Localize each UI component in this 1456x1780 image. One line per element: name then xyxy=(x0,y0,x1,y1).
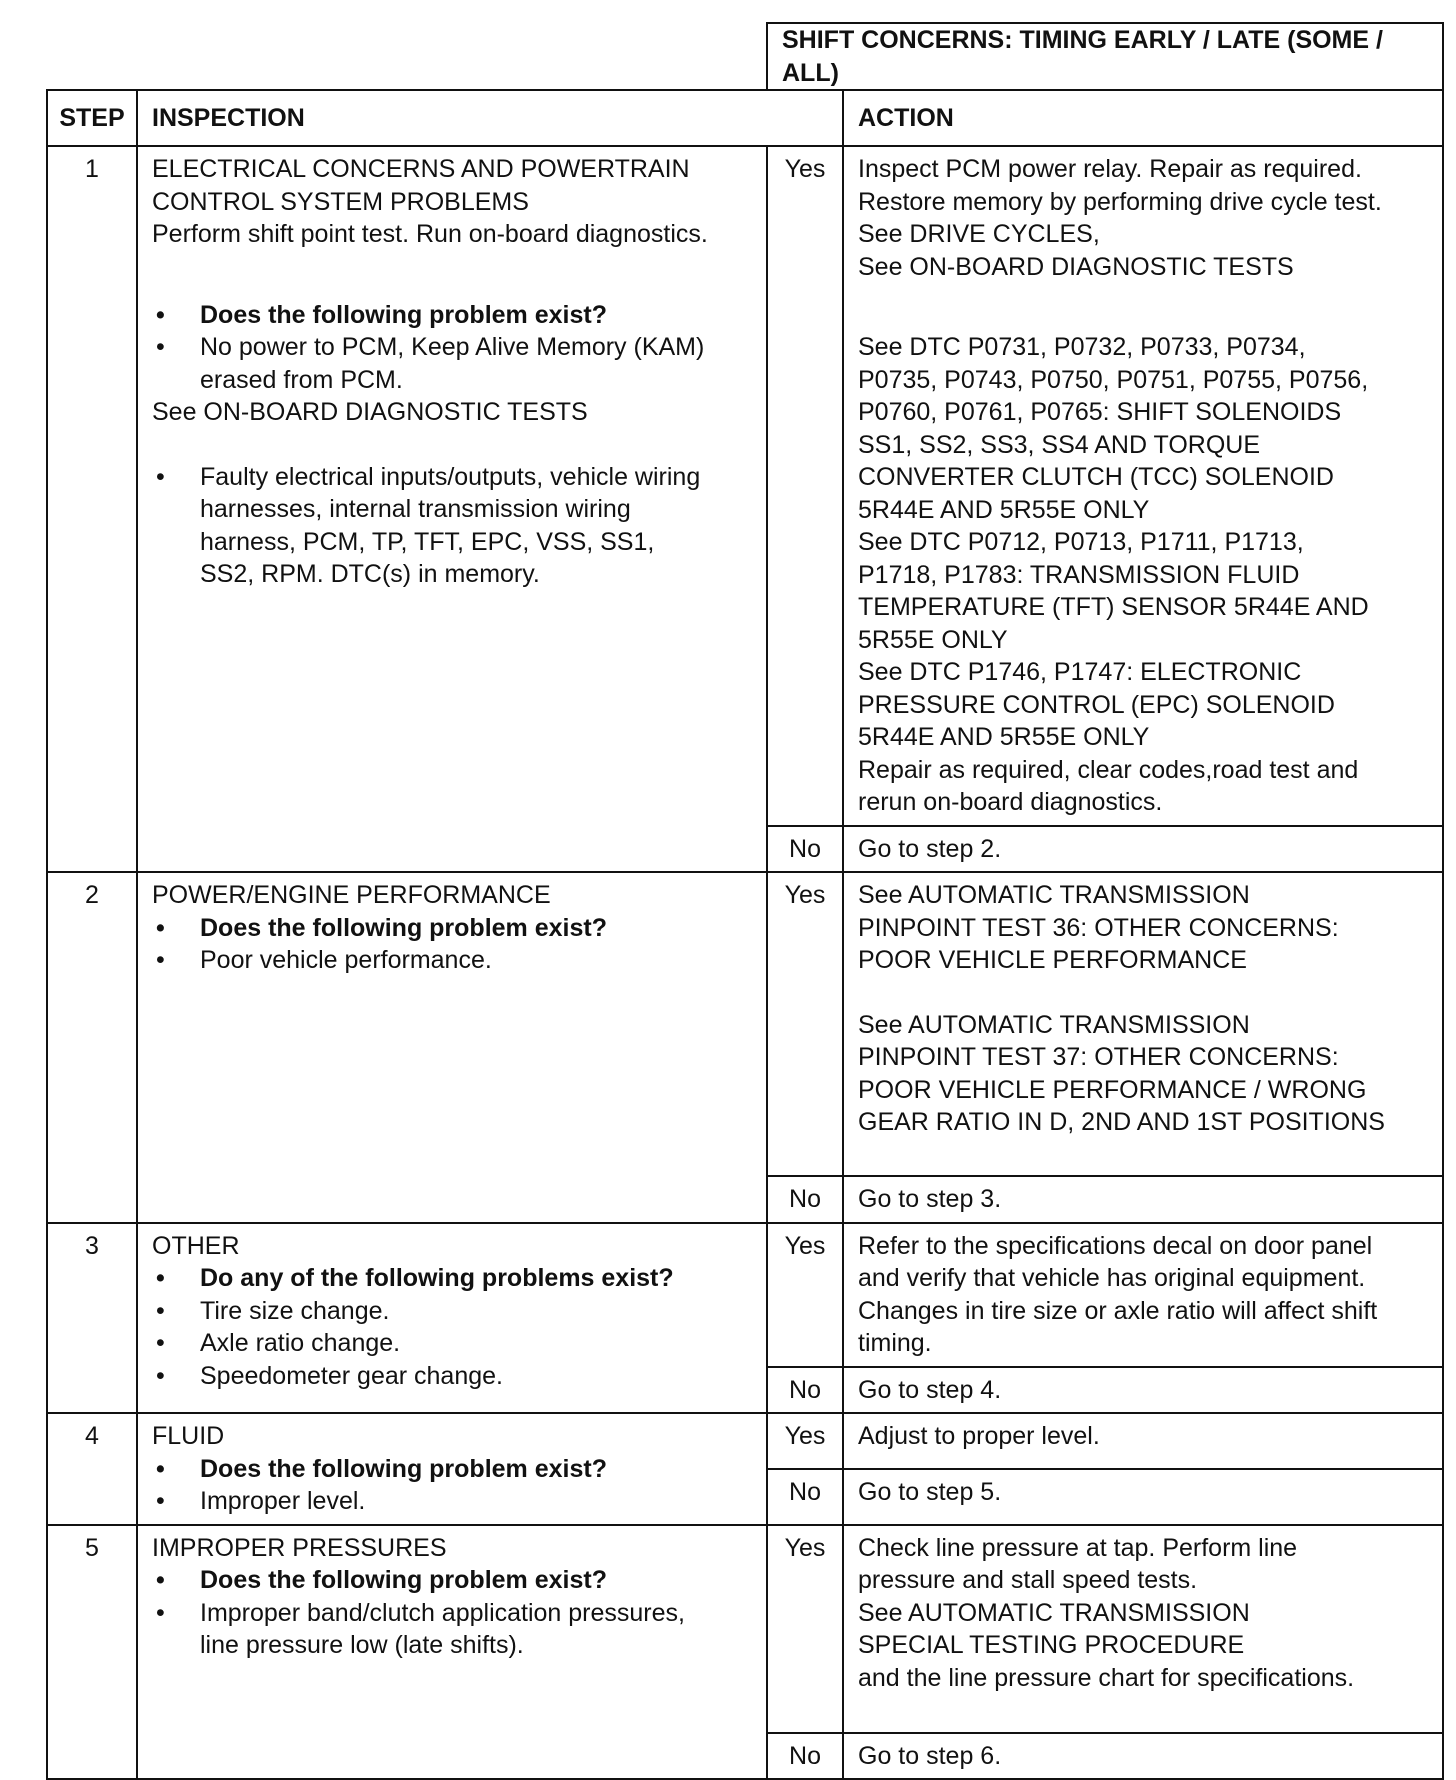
step-heading: ELECTRICAL CONCERNS AND POWERTRAIN xyxy=(152,155,690,183)
step-heading: POWER/ENGINE PERFORMANCE xyxy=(152,881,551,909)
step-2-yes-row xyxy=(47,872,1443,1176)
header-action: ACTION xyxy=(843,90,1443,146)
step-number: 1 xyxy=(47,146,137,872)
yes-label: Yes xyxy=(767,1413,843,1469)
list-item: • Improper level. xyxy=(152,1485,758,1518)
step-2-inspection xyxy=(137,872,767,1223)
yes-action: Refer to the specifications decal on door panel and verify that vehicle has original equipment. Changes in tire size or axle ratio will affect shift timing. xyxy=(843,1223,1443,1367)
yes-label: Yes xyxy=(767,1525,843,1733)
list-item: • Tire size change. xyxy=(152,1295,758,1328)
step-number: 4 xyxy=(47,1413,137,1525)
yes-action: See AUTOMATIC TRANSMISSION PINPOINT TEST 36: OTHER CONCERNS: POOR VEHICLE PERFORMANCE See AUTOMATIC TRANSMISSION PINPOINT TEST 37: OTHER CONCERNS: POOR VEHICLE PERFORMANCE / WRONG GEAR RATIO IN D, 2ND AND 1ST POSITIONS xyxy=(843,872,1443,1176)
yes-action: Check line pressure at tap. Perform line pressure and stall speed tests. See AUTOMATIC TRANSMISSION SPECIAL TESTING PROCEDURE and the line pressure chart for specifications. xyxy=(843,1525,1443,1733)
no-label: No xyxy=(767,826,843,873)
no-action: Go to step 6. xyxy=(843,1733,1443,1780)
step-heading: IMPROPER PRESSURES xyxy=(152,1533,447,1562)
step-5-inspection xyxy=(137,1525,767,1780)
step-heading: CONTROL SYSTEM PROBLEMS xyxy=(152,187,529,216)
no-label: No xyxy=(767,1469,843,1525)
step-1-yes-row xyxy=(47,146,1443,826)
step-heading: FLUID xyxy=(152,1422,225,1450)
step-number: 5 xyxy=(47,1525,137,1780)
no-action: Go to step 5. xyxy=(843,1469,1443,1525)
list-item: • Poor vehicle performance. xyxy=(152,944,758,977)
header-inspection: INSPECTION xyxy=(137,90,843,146)
step-3-yes-row xyxy=(47,1223,1443,1367)
no-action: Go to step 3. xyxy=(843,1176,1443,1223)
step-question: • Does the following problem exist? xyxy=(152,912,758,945)
yes-action: Inspect PCM power relay. Repair as required. Restore memory by performing drive cycle test. See DRIVE CYCLES, See ON-BOARD DIAGNOSTIC TESTS See DTC P0731, P0732, P0733, P0734, P0735, P0743, P0750, P0751, P0755, P0756, P0760, P0761, P0765: SHIFT SOLENOIDS SS1, SS2, SS3, SS4 AND TORQUE CONVERTER CLUTCH (TCC) SOLENOID 5R44E AND 5R55E ONLY See DTC P0712, P0713, P1711, P1713, P1718, P1783: TRANSMISSION FLUID TEMPERATURE (TFT) SENSOR 5R44E AND 5R55E ONLY See DTC P1746, P1747: ELECTRONIC PRESSURE CONTROL (EPC) SOLENOID 5R44E AND 5R55E ONLY Repair as required, clear codes,road test and rerun on-board diagnostics. xyxy=(843,146,1443,826)
yes-label: Yes xyxy=(767,1223,843,1367)
step-4-inspection xyxy=(137,1413,767,1525)
yes-action: Adjust to proper level. xyxy=(843,1413,1443,1469)
see-reference: See ON-BOARD DIAGNOSTIC TESTS xyxy=(152,398,588,426)
no-label: No xyxy=(767,1176,843,1223)
step-number: 2 xyxy=(47,872,137,1223)
list-item: • Improper band/clutch application pressures, line pressure low (late shifts). xyxy=(152,1597,758,1662)
step-1-inspection xyxy=(137,146,767,872)
step-3-inspection xyxy=(137,1223,767,1414)
step-question: • Does the following problem exist? xyxy=(152,1453,758,1486)
no-label: No xyxy=(767,1367,843,1414)
step-heading: OTHER xyxy=(152,1231,240,1260)
no-label: No xyxy=(767,1733,843,1780)
step-question: • Does the following problem exist? xyxy=(152,299,758,332)
yes-label: Yes xyxy=(767,146,843,826)
step-question: • Do any of the following problems exist? xyxy=(152,1262,758,1295)
header-row xyxy=(47,90,1443,146)
table-title: SHIFT CONCERNS: TIMING EARLY / LATE (SOME / ALL) xyxy=(767,23,1443,90)
step-5-yes-row xyxy=(47,1525,1443,1733)
diagnostic-table xyxy=(46,22,1444,1780)
no-action: Go to step 2. xyxy=(843,826,1443,873)
step-number: 3 xyxy=(47,1223,137,1414)
step-question: • Does the following problem exist? xyxy=(152,1564,758,1597)
title-row xyxy=(47,23,1443,90)
list-item: • Speedometer gear change. xyxy=(152,1360,758,1393)
list-item: • Faulty electrical inputs/outputs, vehicle wiring harnesses, internal transmission wiring harness, PCM, TP, TFT, EPC, VSS, SS1, SS2, RPM. DTC(s) in memory. xyxy=(152,461,758,591)
list-item: • No power to PCM, Keep Alive Memory (KAM) erased from PCM. xyxy=(152,331,758,396)
step-4-yes-row xyxy=(47,1413,1443,1469)
header-step: STEP xyxy=(47,90,137,146)
no-action: Go to step 4. xyxy=(843,1367,1443,1414)
list-item: • Axle ratio change. xyxy=(152,1327,758,1360)
yes-label: Yes xyxy=(767,872,843,1176)
step-instruction: Perform shift point test. Run on-board diagnostics. xyxy=(152,220,708,248)
